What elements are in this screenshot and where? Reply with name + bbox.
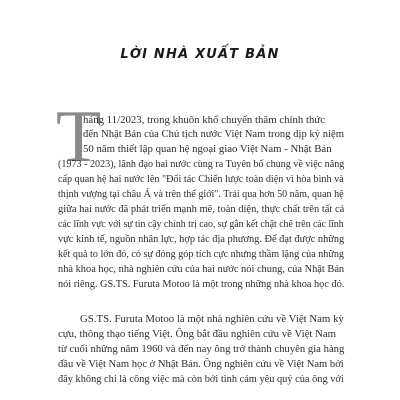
paragraph-2-line: từ cuối những năm 1960 và đến nay ông trở thành chuyên gia hàng [58,343,345,355]
paragraph-2-line: đây không chỉ là công việc mà còn bởi tình cảm yêu quý của ông với [58,373,344,385]
paragraph-1-line: (1973 - 2023), lãnh đạo hai nước cùng ra Tuyên bố chung về việc nâng [58,158,345,170]
page-title: LỜI NHÀ XUẤT BẢN [120,47,280,62]
drop-cap-letter: T [56,96,102,178]
paragraph-2-line: cựu, thông thạo tiếng Việt. Ông bắt đầu nghiên cứu về Việt Nam [58,328,337,340]
paragraph-2-line: đầu về Việt Nam học ở Nhật Bản. Ông nghiên cứu về Việt Nam bởi [58,358,344,370]
paragraph-1-line: các lĩnh vực với sự tin cậy chính trị cao, sự gắn kết chặt chẽ trên các lĩnh [58,218,344,230]
paragraph-1-line: kết quả to lớn đó, có sự đóng góp tích cực nhưng thầm lặng của những [58,248,344,260]
paragraph-2-line: GS.TS. Furuta Motoo là một nhà nghiên cứu về Việt Nam kỳ [80,313,344,325]
paragraph-1-line: 50 năm thiết lập quan hệ ngoại giao Việt Nam - Nhật Bản [83,143,332,155]
paragraph-1-line: háng 11/2023, trong khuôn khổ chuyến thăm chính thức [83,114,326,126]
paragraph-1-line: thịnh vượng tại châu Á và trên thế giới". Trải qua hơn 50 năm, quan hệ [58,188,344,200]
paragraph-1-line: cấp quan hệ hai nước lên "Đối tác Chiến lược toàn diện vì hòa bình và [58,173,344,185]
paragraph-1-line: giữa hai nước đã phát triển mạnh mẽ, toàn diện, thực chất trên tất cả [58,203,345,215]
paragraph-1-line: nhà khoa học, nhà nghiên cứu của hai nước nói chung, của Nhật Bản [58,263,345,275]
paragraph-1-line: vực kinh tế, nguồn nhân lực, hợp tác địa phương. Để đạt được những [58,233,345,245]
paragraph-1-line: nói riêng. GS.TS. Furuta Motoo là một trong những nhà khoa học đó. [58,278,345,290]
paragraph-1-line: đến Nhật Bản của Chủ tịch nước Việt Nam trong dịp kỷ niệm [83,128,344,140]
